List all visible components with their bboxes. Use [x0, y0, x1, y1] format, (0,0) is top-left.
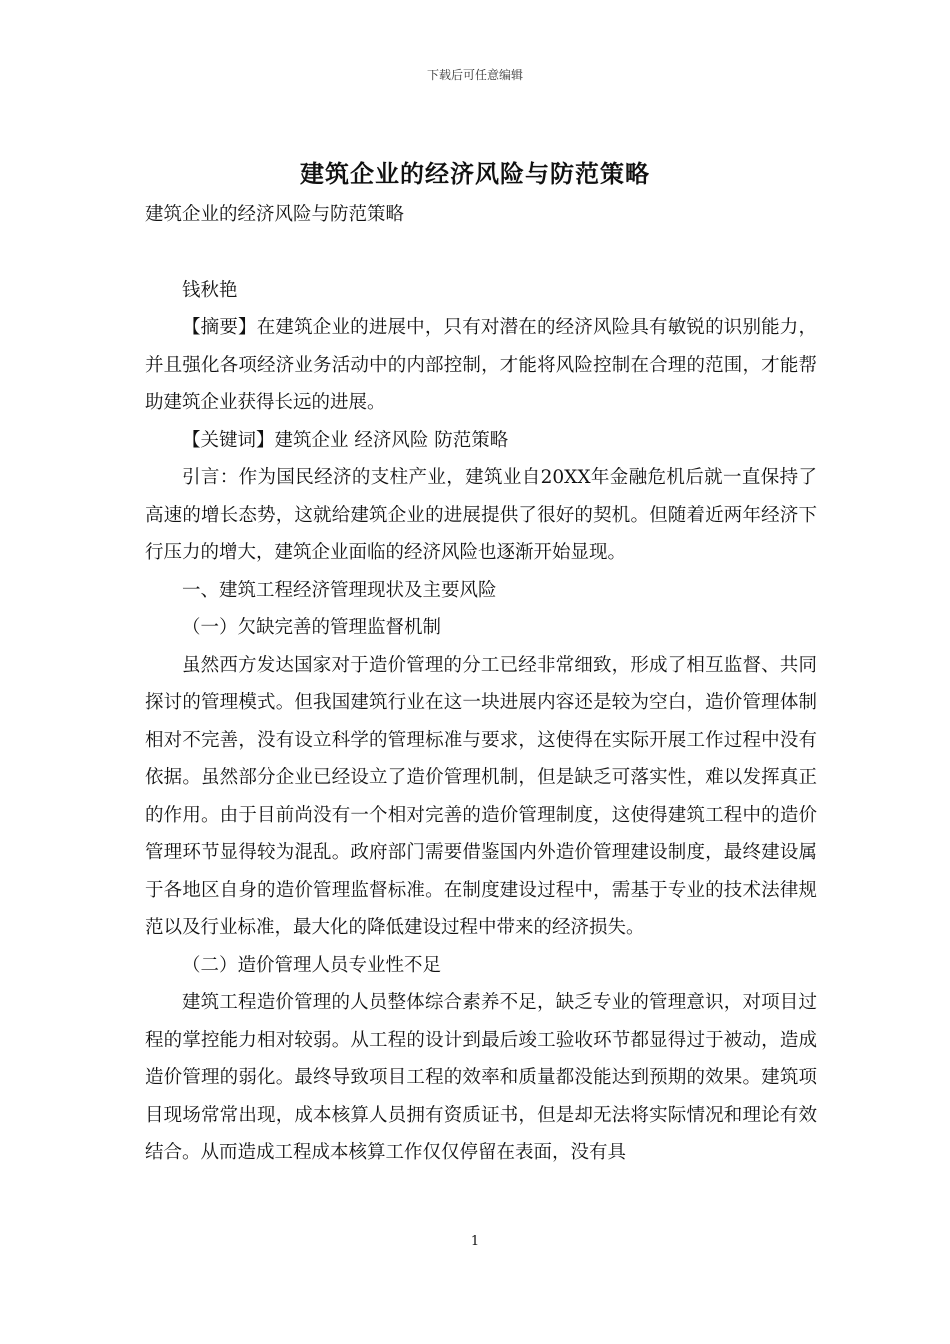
page-number: 1	[470, 1234, 480, 1249]
subtitle: 建筑企业的经济风险与防范策略	[145, 204, 405, 225]
section-heading-1: 一、建筑工程经济管理现状及主要风险	[182, 579, 497, 601]
blank-line	[145, 234, 817, 272]
subsection-1-paragraph: 虽然西方发达国家对于造价管理的分工已经非常细致，形成了相互监督、共同探讨的管理模式。但我国建筑行业在这一块进展内容还是较为空白，造价管理体制相对不完善，没有设立科学的管理标准与要求，这使得在实际开展工作过程中没有依据。虽然部分企业已经设立了造价管理机制，但是缺乏可落实性，难以发挥真正的作用。由于目前尚没有一个相对完善的造价管理制度，这使得建筑工程中的造价管理环节显得较为混乱。政府部门需要借鉴国内外造价管理建设制度，最终建设属于各地区自身的造价管理监督标准。在制度建设过程中，需基于专业的技术法律规范以及行业标准，最大化的降低建设过程中带来的经济损失。	[145, 654, 817, 938]
subsection-heading-1: （一）欠缺完善的管理监督机制	[182, 617, 442, 638]
intro-paragraph: 引言：作为国民经济的支柱产业，建筑业自20XX年金融危机后就一直保持了高速的增长态势，这就给建筑企业的进展提供了很好的契机。但随着近两年经济下行压力的增大，建筑企业面临的经济风险也逐渐开始显现。	[145, 467, 817, 563]
document-body	[145, 196, 817, 1172]
abstract-paragraph: 【摘要】在建筑企业的进展中，只有对潜在的经济风险具有敏锐的识别能力，并且强化各项经济业务活动中的内部控制，才能将风险控制在合理的范围，才能帮助建筑企业获得长远的进展。	[145, 317, 817, 413]
header-note: 下载后可任意编辑	[426, 68, 523, 82]
keywords-paragraph: 【关键词】建筑企业 经济风险 防范策略	[182, 429, 509, 451]
subsection-heading-2: （二）造价管理人员专业性不足	[182, 954, 442, 976]
subsection-2-paragraph: 建筑工程造价管理的人员整体综合素养不足，缺乏专业的管理意识，对项目过程的掌控能力相对较弱。从工程的设计到最后竣工验收环节都显得过于被动，造成造价管理的弱化。最终导致项目工程的效率和质量都没能达到预期的效果。建筑项目现场常常出现，成本核算人员拥有资质证书，但是却无法将实际情况和理论有效结合。从而造成工程成本核算工作仅仅停留在表面，没有具	[145, 992, 817, 1163]
document-title: 建筑企业的经济风险与防范策略	[300, 159, 650, 188]
author: 钱秋艳	[182, 279, 238, 301]
